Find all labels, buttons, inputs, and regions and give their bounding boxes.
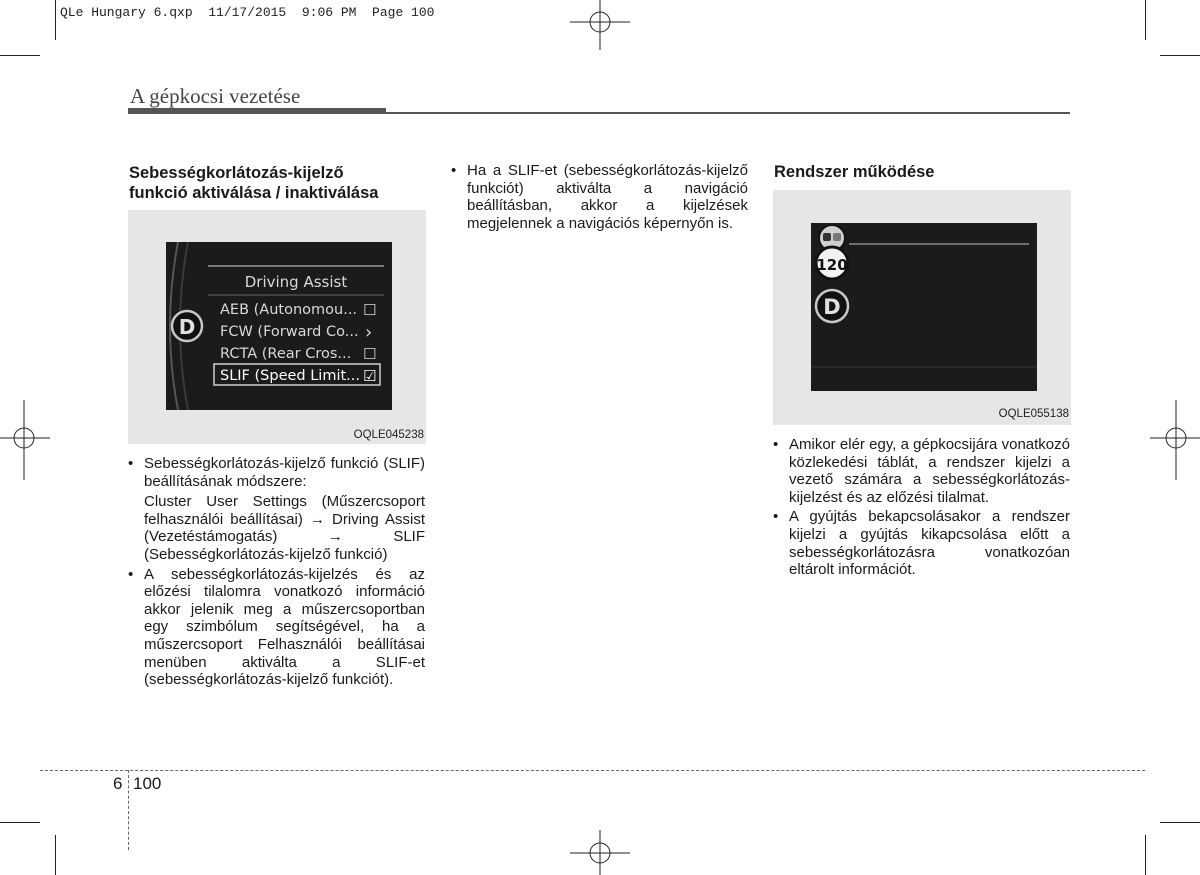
left-heading-line2: funkció aktiválása / inaktiválása <box>129 184 379 202</box>
figure-system-operation <box>773 190 1071 425</box>
crop-mark <box>1160 55 1200 56</box>
crop-mark <box>55 835 56 875</box>
aeb-checkbox-icon: ☐ <box>363 301 377 319</box>
footer-rule <box>40 770 1145 771</box>
crop-mark <box>1145 835 1146 875</box>
registration-mark-right <box>1150 400 1200 480</box>
header-bar <box>128 108 386 114</box>
left-heading <box>129 163 429 203</box>
speed-limit-value: 120 <box>816 256 848 274</box>
left-body <box>128 455 425 689</box>
header-rule <box>386 112 1070 114</box>
slif-checked-icon: ☑ <box>363 367 377 385</box>
left-bullet-2: • A sebességkorlátozás-kijelzés és az előzési tilalomra vonatkozó információ akkor jelenik meg a műszercsoportban egy szimbólum segítségével, ha a műszercsoport Felhasználói beállításai menüben aktiválta a SLIF-et (sebességkorlátozás-kijelző funkciót). <box>128 566 425 689</box>
figure-caption-left: OQLE045238 <box>353 429 424 441</box>
registration-mark-bottom <box>570 830 630 875</box>
menu-item-rcta: RCTA (Rear Cros... <box>220 346 352 362</box>
middle-bullet-1: • Ha a SLIF-et (sebességkorlátozás-kijelző funkciót) aktiválta a navigáció beállításban, akkor a kijelzések megjelennek a navigációs képernyőn is. <box>451 162 748 232</box>
right-bullet-1: • Amikor elér egy, a gépkocsijára vonatkozó közlekedési táblát, a rendszer kijelzi a vezető számára a sebességkorlátozás-kijelzést és az előzési tilalmat. <box>773 436 1070 506</box>
cluster-screen-menu <box>166 242 392 410</box>
gear-indicator-right: D <box>823 295 841 319</box>
rcta-checkbox-icon: ☐ <box>363 345 377 363</box>
right-bullet-2: • A gyújtás bekapcsolásakor a rendszer kijelzi a gyújtás kikapcsolása előtt a sebességkorlátozásra vonatkozóan eltárolt információt. <box>773 508 1070 578</box>
crop-mark <box>1145 0 1146 40</box>
left-heading-line1: Sebességkorlátozás-kijelző <box>129 164 344 182</box>
menu-item-slif: SLIF (Speed Limit... <box>220 368 361 384</box>
right-heading: Rendszer működése <box>774 163 935 181</box>
crop-mark <box>1160 822 1200 823</box>
gear-indicator: D <box>178 315 196 339</box>
registration-mark-left <box>0 400 50 480</box>
page-number: 100 <box>133 774 162 793</box>
figure-caption-right: OQLE055138 <box>998 408 1069 420</box>
right-body <box>773 436 1070 579</box>
left-bullet-1: • Sebességkorlátozás-kijelző funkció (SLIF) beállításának módszere: <box>128 455 425 490</box>
fcw-chevron-icon: › <box>365 322 373 343</box>
crop-mark <box>0 822 40 823</box>
settings-path: Cluster User Settings (Műszercsoport felhasználói beállításai) → Driving Assist (Vezetéstámogatás) → SLIF (Sebességkorlátozás-kijelző funkció) <box>144 493 425 563</box>
menu-title: Driving Assist <box>244 273 348 291</box>
menu-item-fcw: FCW (Forward Co... <box>220 324 359 340</box>
figure-driving-assist <box>128 210 426 444</box>
menu-item-aeb: AEB (Autonomou... <box>220 302 358 318</box>
crop-mark <box>55 0 56 40</box>
cluster-screen-slif <box>811 223 1037 391</box>
print-slug: QLe Hungary 6.qxp 11/17/2015 9:06 PM Page 100 <box>60 5 435 20</box>
chapter-number: 6 <box>113 774 123 793</box>
section-title: A gépkocsi vezetése <box>130 84 301 108</box>
registration-mark-top <box>570 0 630 50</box>
crop-mark <box>0 55 40 56</box>
footer-divider <box>128 770 129 850</box>
middle-body <box>451 162 748 232</box>
